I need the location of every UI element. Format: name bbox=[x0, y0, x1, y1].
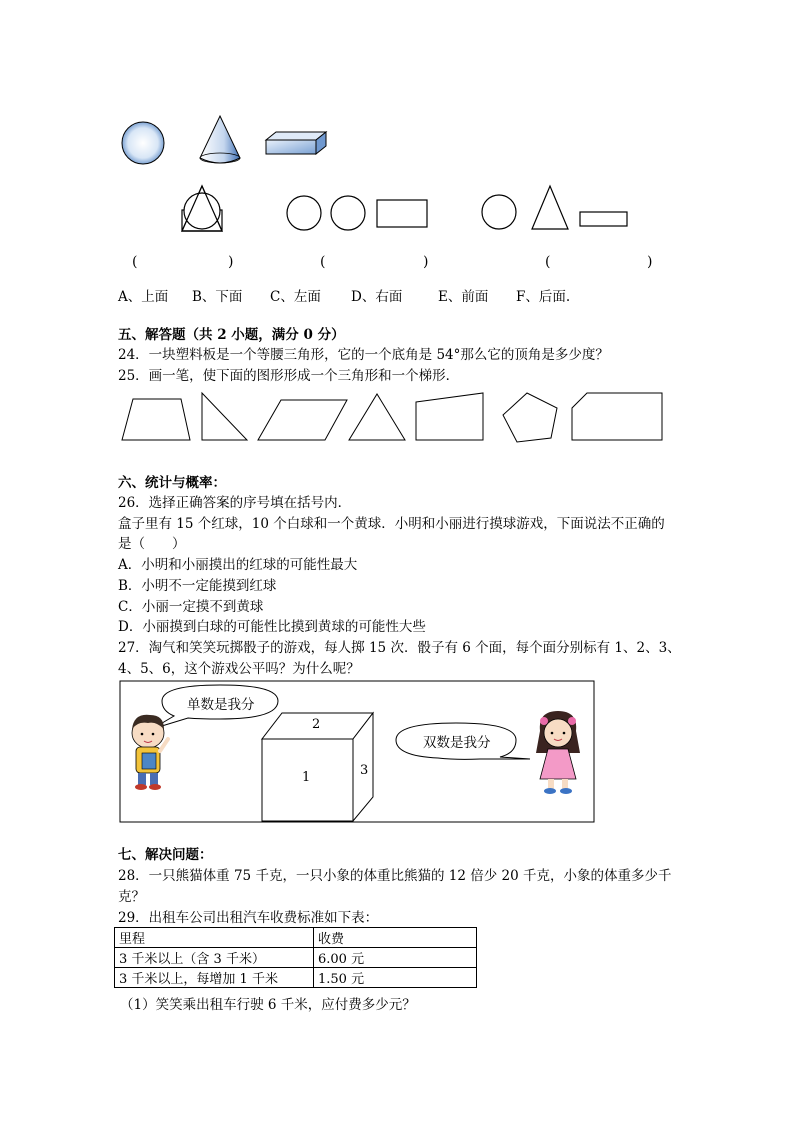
solid-figures bbox=[0, 0, 794, 260]
view-option: D、右面 bbox=[351, 289, 403, 305]
speech-right-text: 双数是我分 bbox=[423, 735, 491, 751]
hexagon-figure bbox=[572, 393, 662, 440]
die-face-label: 1 bbox=[302, 770, 311, 785]
question-28: 28．一只熊猫体重 75 千克，一只小象的体重比熊猫的 12 倍少 20 千克，小象的体重多少千 bbox=[118, 868, 672, 884]
table-cell: 3 千米以上，每增加 1 千米 bbox=[115, 968, 314, 988]
view-option: E、前面 bbox=[438, 289, 489, 305]
pentagon-figure bbox=[503, 393, 557, 442]
view-option: A、上面 bbox=[118, 289, 169, 305]
parallelogram-figure bbox=[258, 400, 347, 440]
choice-c: C．小丽一定摸不到黄球 bbox=[118, 599, 264, 615]
question-27: 4、5、6，这个游戏公平吗？为什么呢？ bbox=[118, 661, 360, 677]
sphere-shape bbox=[122, 122, 164, 164]
question-29-part-1: （1）笑笑乘出租车行驶 6 千米，应付费多少元？ bbox=[120, 997, 416, 1013]
section-heading: 七、解决问题： bbox=[118, 847, 213, 863]
answer-blank-open[interactable]: ( bbox=[132, 254, 138, 270]
speech-left-text: 单数是我分 bbox=[187, 697, 255, 713]
plane-figures bbox=[0, 388, 794, 448]
choice-d: D．小丽摸到白球的可能性比摸到黄球的可能性大些 bbox=[118, 619, 426, 635]
cuboid-shape bbox=[266, 132, 326, 154]
right-triangle-figure bbox=[202, 393, 247, 440]
view-group-2 bbox=[287, 196, 427, 230]
answer-blank-open[interactable]: ( bbox=[545, 254, 551, 270]
question-29: 29．出租车公司出租汽车收费标准如下表： bbox=[118, 910, 379, 926]
question-26: 26．选择正确答案的序号填在括号内． bbox=[118, 495, 352, 511]
table-cell: 1.50 元 bbox=[314, 968, 477, 988]
view-option: C、左面 bbox=[270, 289, 321, 305]
view-option: B、下面 bbox=[192, 289, 243, 305]
view-option: F、后面. bbox=[516, 289, 571, 305]
question-27: 27．淘气和笑笑玩掷骰子的游戏，每人掷 15 次．骰子有 6 个面，每个面分别标有 1、2、3、 bbox=[118, 640, 681, 656]
table-row bbox=[115, 968, 477, 988]
question-25: 25．画一笔，使下面的图形形成一个三角形和一个梯形． bbox=[118, 368, 460, 384]
answer-blank-open[interactable]: ( bbox=[320, 254, 326, 270]
section-heading: 五、解答题（共 2 小题，满分 0 分） bbox=[118, 327, 345, 343]
trapezoid-figure bbox=[122, 399, 190, 440]
triangle-figure bbox=[349, 394, 405, 440]
question-24: 24．一块塑料板是一个等腰三角形，它的一个底角是 54°那么它的顶角是多少度？ bbox=[118, 347, 609, 363]
view-group-3 bbox=[482, 186, 627, 229]
table-cell: 6.00 元 bbox=[314, 948, 477, 968]
table-header-cell: 收费 bbox=[314, 928, 477, 948]
answer-blank-close: ) bbox=[647, 254, 653, 270]
girl-figure bbox=[536, 711, 580, 794]
question-26-body: 盒子里有 15 个红球，10 个白球和一个黄球．小明和小丽进行摸球游戏，下面说法不正确的 bbox=[118, 516, 665, 532]
table-row bbox=[115, 948, 477, 968]
boy-figure bbox=[132, 715, 168, 790]
choice-b: B．小明不一定能摸到红球 bbox=[118, 578, 277, 594]
quadrilateral-figure bbox=[416, 393, 483, 440]
question-26-body: 是（ ） bbox=[118, 536, 186, 552]
die-face-label: 3 bbox=[360, 763, 369, 778]
table-header-row bbox=[115, 928, 477, 948]
answer-blank-close: ) bbox=[228, 254, 234, 270]
fare-table bbox=[114, 927, 477, 988]
table-cell: 3 千米以上（含 3 千米） bbox=[115, 948, 314, 968]
choice-a: A．小明和小丽摸出的红球的可能性最大 bbox=[118, 557, 358, 573]
table-header-cell: 里程 bbox=[115, 928, 314, 948]
cone-shape bbox=[200, 116, 240, 163]
answer-blank-close: ) bbox=[423, 254, 429, 270]
die-face-label: 2 bbox=[312, 717, 321, 732]
view-group-1 bbox=[182, 186, 222, 231]
question-28: 克？ bbox=[118, 889, 145, 905]
section-heading: 六、统计与概率： bbox=[118, 475, 226, 491]
